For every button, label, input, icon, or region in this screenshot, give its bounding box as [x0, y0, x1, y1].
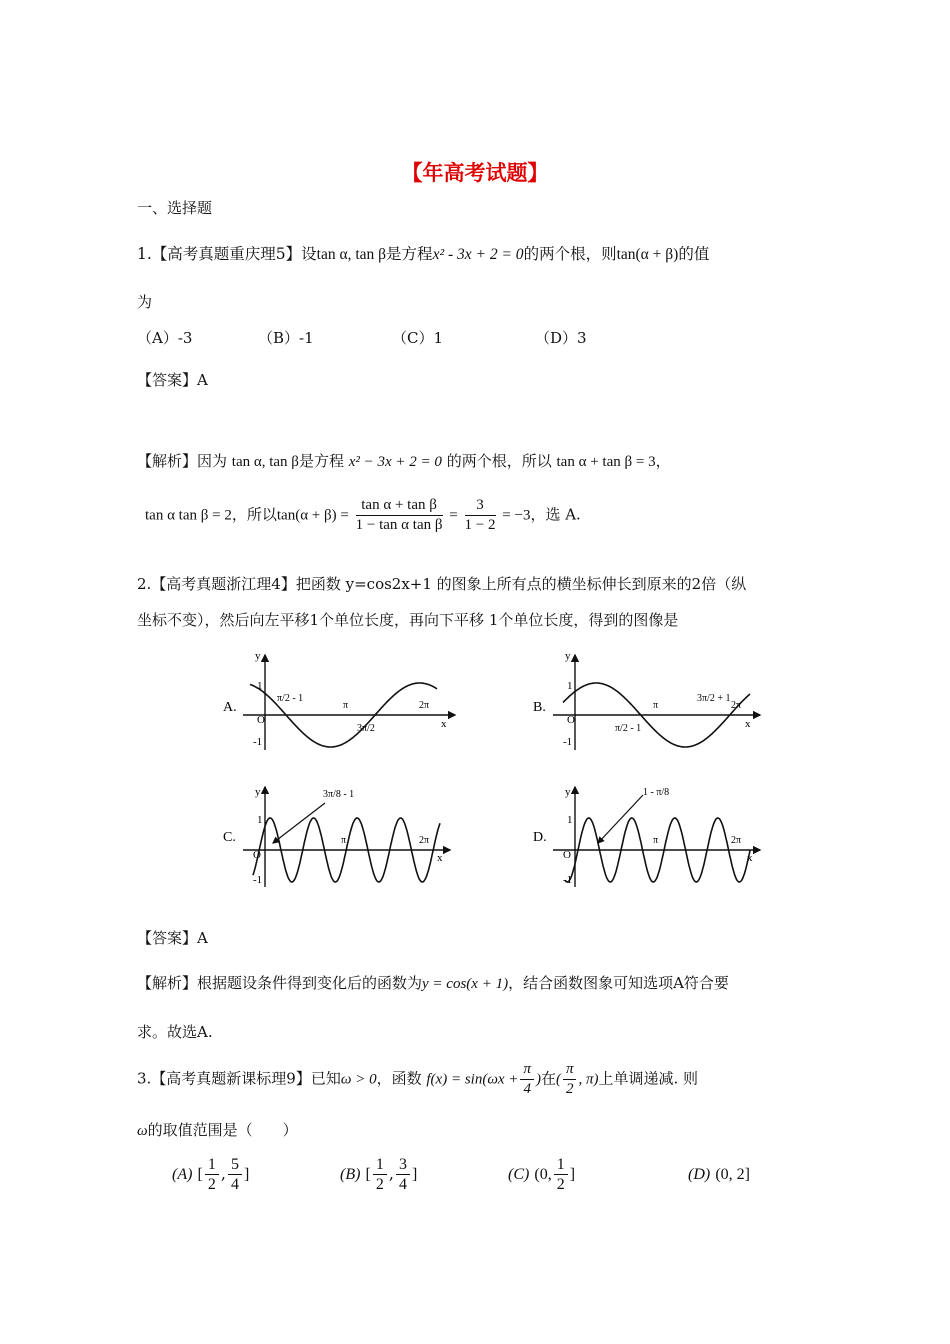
q1-option-a: （A）-3	[137, 329, 193, 347]
graph-b-tick-neg1: -1	[563, 736, 573, 748]
q1-analysis-line1: 【解析】因为 tan α, tan β是方程 x² − 3x + 2 = 0 的两个根，所以 tan α + tan β = 3，	[137, 452, 671, 470]
graph-b-label: B.	[533, 700, 546, 715]
q3-option-d: (D) (0, 2]	[688, 1166, 750, 1183]
graph-c-x-label: x	[437, 852, 443, 864]
q1-option-b: （B）-1	[258, 329, 314, 347]
page-title: 【年高考试题】	[401, 160, 549, 185]
graph-d-tick-neg1: -1	[563, 874, 573, 886]
graph-b-x-label: x	[745, 718, 751, 730]
graph-a-y-label: y	[255, 650, 261, 662]
q3-option-c: (C) (0, $\frac{1}{2}$ ]	[508, 1156, 576, 1193]
graph-d-pointer	[598, 795, 643, 843]
section-heading: 一、选择题	[137, 199, 213, 217]
question-2-line2: 坐标不变），然后向左平移1个单位长度，再向下平移 1个单位长度，得到的图像是	[137, 611, 679, 629]
q2-analysis-line2: 求。故选A.	[137, 1023, 213, 1041]
graph-a-tick-1: 1	[257, 680, 263, 692]
graph-c-tick-neg1: -1	[253, 874, 263, 886]
graph-c-tick-pi: π	[341, 835, 347, 846]
question-2-line1: 2.【高考真题浙江理4】把函数 y=cos2x+1 的图象上所有点的横坐标伸长到原来的2倍（纵	[137, 575, 747, 593]
graph-b-tick-2pi: 2π	[731, 700, 742, 711]
graph-a	[223, 650, 455, 750]
graph-b	[533, 650, 760, 750]
graph-d-label: D.	[533, 830, 547, 845]
graph-d-y-label: y	[565, 786, 571, 798]
q1-option-d: （D）3	[535, 329, 587, 347]
graph-c-origin: O	[253, 849, 261, 861]
graph-c-tick-2pi: 2π	[419, 835, 430, 846]
question-1-stem-wrap: 为	[137, 293, 153, 311]
graph-a-label: A.	[223, 700, 237, 715]
graph-c-label: C.	[223, 830, 236, 845]
graph-a-annotation-2: 3π/2	[357, 723, 375, 734]
graph-c-curve	[253, 818, 440, 882]
graph-b-annotation-2: 3π/2 + 1	[697, 693, 731, 704]
graph-a-tick-neg1: -1	[253, 736, 263, 748]
q1-option-c: （C）1	[392, 329, 444, 347]
graph-d-tick-pi: π	[653, 835, 659, 846]
question-3-stem: 3.【高考真题新课标理9】已知ω > 0，函数 f(x) = sin(ωx + $\frac{\pi}{4}$ )在( $\frac{\pi}{2}$ , π)上单调递减. 则	[137, 1061, 699, 1097]
graph-c-y-label: y	[255, 786, 261, 798]
graph-a-origin: O	[257, 714, 265, 726]
graph-c-tick-1: 1	[257, 814, 263, 826]
q2-answer: 【答案】A	[137, 929, 208, 947]
graph-b-tick-pi: π	[653, 700, 659, 711]
graph-d-annotation: 1 - π/8	[643, 787, 670, 798]
graph-b-y-label: y	[565, 650, 571, 662]
graph-c	[223, 786, 450, 887]
q1-answer: 【答案】A	[137, 371, 208, 389]
graph-a-tick-pi: π	[343, 700, 349, 711]
graph-a-x-label: x	[441, 718, 447, 730]
q3-option-b: (B) [ $\frac{1}{2}$ , $\frac{3}{4}$ ]	[340, 1156, 418, 1193]
graph-a-annotation-1: π/2 - 1	[277, 693, 304, 704]
graph-d-origin: O	[563, 849, 571, 861]
graph-d-tick-1: 1	[567, 814, 573, 826]
graph-d-x-label: x	[747, 852, 753, 864]
graph-d-tick-2pi: 2π	[731, 835, 742, 846]
graph-d	[533, 786, 760, 887]
question-3-line2: ω的取值范围是（ ）	[137, 1121, 298, 1139]
q3-option-a: (A) [ $\frac{1}{2}$ , $\frac{5}{4}$ ]	[172, 1156, 250, 1193]
question-1-stem: 1.【高考真题重庆理5】设tan α, tan β是方程x² - 3x + 2 = 0的两个根，则tan(α + β)的值	[137, 245, 710, 263]
graph-b-annotation-1: π/2 - 1	[615, 723, 642, 734]
q2-analysis-line1: 【解析】根据题设条件得到变化后的函数为y = cos(x + 1)，结合函数图象可知选项A符合要	[137, 974, 729, 992]
q2-graph-options	[215, 645, 775, 895]
graph-a-tick-2pi: 2π	[419, 700, 430, 711]
graph-b-origin: O	[567, 714, 575, 726]
q1-analysis-line2: tan α tan β = 2，所以tan(α + β) = $\frac{\text{tan α + tan β}}{\text{1 − tan α tan β}}$ = $\frac{3}{1 - 2}$ = −3，选 A.	[145, 497, 581, 533]
graph-c-annotation: 3π/8 - 1	[323, 789, 355, 800]
graph-b-tick-1: 1	[567, 680, 573, 692]
